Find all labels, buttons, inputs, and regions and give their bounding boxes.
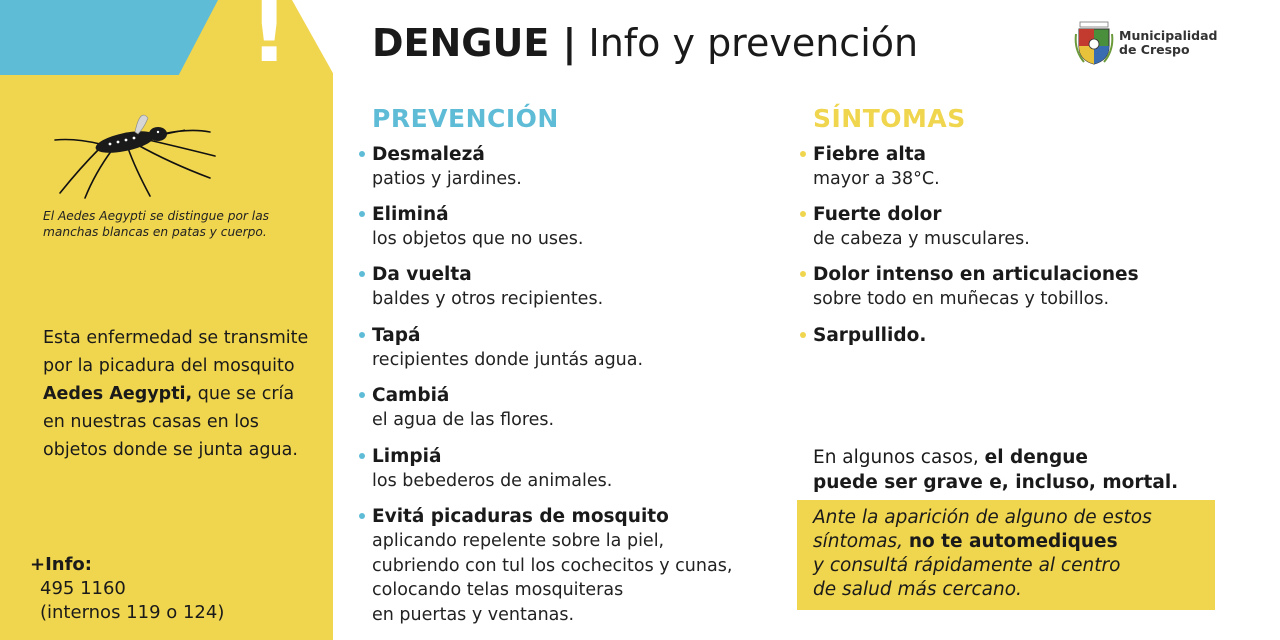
prevention-item: [372, 505, 732, 627]
coat-of-arms-icon: [1074, 20, 1114, 66]
bullet-icon: [800, 271, 806, 277]
symptom-item-desc: de cabeza y musculares.: [813, 229, 1030, 249]
symptom-item: [813, 203, 1030, 252]
mosquito-caption: El Aedes Aegypti se distingue por las manchas blancas en patas y cuerpo.: [43, 209, 270, 239]
prevention-item-desc: el agua de las flores.: [372, 410, 555, 430]
info-title: +Info:: [30, 554, 92, 575]
prevention-item: [372, 143, 522, 192]
bullet-icon: [800, 332, 806, 338]
title-light: Info y prevención: [576, 21, 919, 65]
prevention-item-head: Evitá picaduras de mosquito: [372, 506, 669, 527]
symptom-item-desc: mayor a 38°C.: [813, 169, 940, 189]
intro-text-part2: que se cría en nuestras casas en los objetos donde se junta agua.: [43, 384, 298, 460]
symptom-item-head: Sarpullido.: [813, 325, 927, 346]
title-bold: DENGUE |: [372, 21, 577, 65]
prevention-item-desc: baldes y otros recipientes.: [372, 289, 604, 309]
advice-callout: [797, 500, 1215, 610]
bullet-icon: [359, 211, 365, 217]
prevention-item-desc: los bebederos de animales.: [372, 471, 613, 491]
contact-info: [30, 553, 224, 625]
bullet-icon: [359, 151, 365, 157]
symptoms-title: SÍNTOMAS: [813, 104, 966, 133]
logo-line2: de Crespo: [1119, 42, 1190, 57]
bullet-icon: [800, 211, 806, 217]
symptom-item: [813, 324, 926, 348]
symptom-item-head: Fuerte dolor: [813, 204, 942, 225]
warning-part1: En algunos casos,: [813, 447, 985, 468]
bullet-icon: [359, 271, 365, 277]
prevention-item-head: Limpiá: [372, 446, 442, 467]
prevention-item-head: Eliminá: [372, 204, 449, 225]
callout-line3: y consultá rápidamente al centro: [813, 555, 1121, 576]
prevention-item: [372, 203, 584, 252]
symptom-item: [813, 143, 940, 192]
warning-bold1: el dengue: [984, 447, 1088, 468]
prevention-title: PREVENCIÓN: [372, 104, 559, 133]
prevention-item-desc: colocando telas mosquiteras: [372, 580, 624, 600]
prevention-item-desc: en puertas y ventanas.: [372, 604, 575, 625]
symptom-item-head: Fiebre alta: [813, 144, 927, 165]
prevention-item-desc: patios y jardines.: [372, 169, 522, 189]
callout-line2-italic: síntomas,: [813, 531, 909, 552]
mosquito-illustration: [40, 108, 225, 203]
callout-line1: Ante la aparición de alguno de estos: [813, 507, 1152, 528]
bullet-icon: [359, 513, 365, 519]
callout-line2-bold: no te automediques: [908, 531, 1118, 552]
prevention-item: [372, 445, 612, 494]
callout-line4: de salud más cercano.: [813, 579, 1022, 600]
bullet-icon: [359, 453, 365, 459]
intro-text: [43, 324, 313, 464]
prevention-item-head: Desmalezá: [372, 144, 485, 165]
logo-line1: Municipalidad: [1119, 28, 1218, 43]
prevention-item-head: Da vuelta: [372, 264, 472, 285]
info-phone: 495 1160: [40, 578, 126, 599]
prevention-item-head: Tapá: [372, 325, 421, 346]
prevention-item: [372, 384, 554, 433]
bullet-icon: [800, 151, 806, 157]
intro-text-species: Aedes Aegypti,: [43, 384, 193, 404]
symptom-item: [813, 263, 1139, 312]
logo-text: [1119, 29, 1218, 57]
symptom-item-desc: sobre todo en muñecas y tobillos.: [813, 289, 1110, 309]
page-title: [372, 18, 918, 68]
bullet-icon: [359, 332, 365, 338]
prevention-item-desc: aplicando repelente sobre la piel,: [372, 531, 665, 551]
municipality-logo: [1074, 20, 1218, 66]
prevention-item-desc: cubriendo con tul los cochecitos y cunas,: [372, 555, 733, 576]
severity-warning: [813, 445, 1178, 495]
intro-text-part1: Esta enfermedad se transmite por la picadura del mosquito: [43, 328, 309, 376]
prevention-item-desc: recipientes donde juntás agua.: [372, 350, 644, 370]
info-internal: (internos 119 o 124): [40, 602, 225, 623]
prevention-item: [372, 263, 603, 312]
left-panel: [0, 0, 333, 640]
exclamation-mark: !: [250, 0, 289, 81]
prevention-item-head: Cambiá: [372, 385, 450, 406]
symptom-item-head: Dolor intenso en articulaciones: [813, 264, 1139, 285]
prevention-item: [372, 324, 643, 373]
prevention-item-desc: los objetos que no uses.: [372, 229, 584, 249]
warning-bold2: puede ser grave e, incluso, mortal.: [813, 472, 1179, 493]
bullet-icon: [359, 392, 365, 398]
